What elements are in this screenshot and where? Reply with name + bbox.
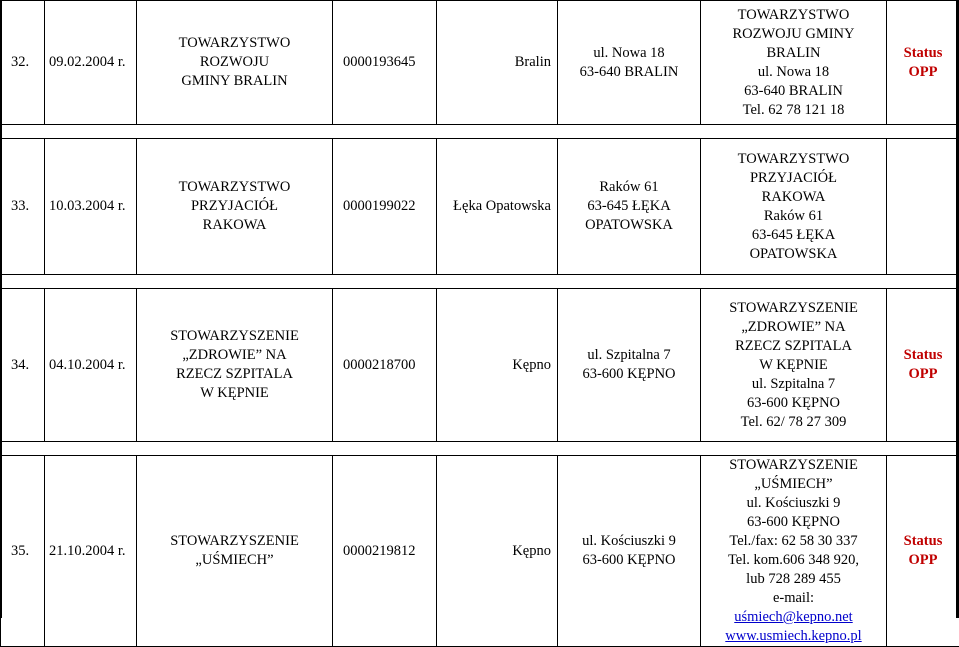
name-line: W KĘPNIE — [137, 384, 332, 403]
address-line: 63-640 BRALIN — [558, 63, 700, 82]
address — [558, 289, 701, 442]
name-line: „ZDROWIE” NA — [137, 346, 332, 365]
address-line: 63-600 KĘPNO — [558, 365, 700, 384]
organization-name — [137, 139, 333, 275]
separator-cell — [1, 442, 45, 456]
contact-line: ul. Kościuszki 9 — [701, 494, 886, 513]
contact-line: Tel. 62 78 121 18 — [701, 101, 886, 120]
contact-line: RZECZ SZPITALA — [701, 337, 886, 356]
address-line: ul. Kościuszki 9 — [558, 532, 700, 551]
name-line: STOWARZYSZENIE — [137, 532, 332, 551]
status-line: Status — [887, 44, 959, 63]
name-line: TOWARZYSTWO — [137, 178, 332, 197]
row-separator — [1, 125, 959, 139]
address-line: OPATOWSKA — [558, 216, 700, 235]
name-line: STOWARZYSZENIE — [137, 327, 332, 346]
registration-date: 04.10.2004 r. — [45, 289, 137, 442]
krs-number: 0000199022 — [333, 139, 437, 275]
row-number: 33. — [1, 139, 45, 275]
krs-number: 0000218700 — [333, 289, 437, 442]
contact-details — [701, 1, 887, 125]
separator-cell — [137, 442, 333, 456]
separator-cell — [1, 125, 45, 139]
address — [558, 1, 701, 125]
separator-cell — [437, 125, 558, 139]
contact-line: TOWARZYSTWO — [701, 6, 886, 25]
row-separator — [1, 275, 959, 289]
contact-line: Raków 61 — [701, 207, 886, 226]
contact-line: Tel. kom.606 348 920, — [701, 551, 886, 570]
contact-line: ul. Nowa 18 — [701, 63, 886, 82]
city: Kępno — [437, 456, 558, 647]
address-line: ul. Nowa 18 — [558, 44, 700, 63]
row-number: 35. — [1, 456, 45, 647]
separator-cell — [45, 275, 137, 289]
contact-line: BRALIN — [701, 44, 886, 63]
status-line: OPP — [887, 365, 959, 384]
contact-line: TOWARZYSTWO — [701, 150, 886, 169]
separator-cell — [333, 125, 437, 139]
separator-cell — [137, 275, 333, 289]
city: Łęka Opatowska — [437, 139, 558, 275]
contact-line: „ZDROWIE” NA — [701, 318, 886, 337]
city: Kępno — [437, 289, 558, 442]
name-line: GMINY BRALIN — [137, 72, 332, 91]
krs-number: 0000219812 — [333, 456, 437, 647]
separator-cell — [1, 275, 45, 289]
name-line: PRZYJACIÓŁ — [137, 197, 332, 216]
address-line: Raków 61 — [558, 178, 700, 197]
separator-cell — [558, 442, 701, 456]
organization-name — [137, 1, 333, 125]
status-line: OPP — [887, 63, 959, 82]
contact-line: 63-600 KĘPNO — [701, 394, 886, 413]
address-line: 63-645 ŁĘKA — [558, 197, 700, 216]
contact-line: PRZYJACIÓŁ — [701, 169, 886, 188]
contact-line: ROZWOJU GMINY — [701, 25, 886, 44]
contact-line: 63-645 ŁĘKA — [701, 226, 886, 245]
separator-cell — [701, 275, 887, 289]
table-row — [1, 139, 959, 275]
separator-cell — [137, 125, 333, 139]
separator-cell — [887, 125, 959, 139]
separator-cell — [437, 442, 558, 456]
contact-line: Tel./fax: 62 58 30 337 — [701, 532, 886, 551]
separator-cell — [701, 125, 887, 139]
status-badge — [887, 1, 959, 125]
contact-line: e-mail: — [701, 589, 886, 608]
contact-line: Tel. 62/ 78 27 309 — [701, 413, 886, 432]
name-line: TOWARZYSTWO — [137, 34, 332, 53]
row-number: 32. — [1, 1, 45, 125]
separator-cell — [701, 442, 887, 456]
address-line: ul. Szpitalna 7 — [558, 346, 700, 365]
contact-line: W KĘPNIE — [701, 356, 886, 375]
status-line: Status — [887, 532, 959, 551]
krs-number: 0000193645 — [333, 1, 437, 125]
contact-line: lub 728 289 455 — [701, 570, 886, 589]
email-link[interactable]: uśmiech@kepno.net — [701, 608, 886, 627]
status-line: Status — [887, 346, 959, 365]
separator-cell — [558, 125, 701, 139]
status-badge — [887, 139, 959, 275]
website-link[interactable]: www.usmiech.kepno.pl — [701, 627, 886, 646]
table-row — [1, 1, 959, 125]
contact-line: OPATOWSKA — [701, 245, 886, 264]
contact-line: 63-640 BRALIN — [701, 82, 886, 101]
separator-cell — [558, 275, 701, 289]
separator-cell — [887, 442, 959, 456]
contact-line: 63-600 KĘPNO — [701, 513, 886, 532]
city: Bralin — [437, 1, 558, 125]
separator-cell — [45, 125, 137, 139]
address — [558, 139, 701, 275]
separator-cell — [887, 275, 959, 289]
name-line: ROZWOJU — [137, 53, 332, 72]
registration-date: 09.02.2004 r. — [45, 1, 137, 125]
status-badge — [887, 289, 959, 442]
separator-cell — [45, 442, 137, 456]
contact-line: „UŚMIECH” — [701, 475, 886, 494]
contact-details — [701, 289, 887, 442]
registration-date: 10.03.2004 r. — [45, 139, 137, 275]
contact-line: STOWARZYSZENIE — [701, 299, 886, 318]
registration-date: 21.10.2004 r. — [45, 456, 137, 647]
separator-cell — [333, 275, 437, 289]
separator-cell — [333, 442, 437, 456]
row-number: 34. — [1, 289, 45, 442]
organization-name — [137, 289, 333, 442]
status-line: OPP — [887, 551, 959, 570]
separator-cell — [437, 275, 558, 289]
name-line: „UŚMIECH” — [137, 551, 332, 570]
contact-details — [701, 139, 887, 275]
contact-line: ul. Szpitalna 7 — [701, 375, 886, 394]
row-separator — [1, 442, 959, 456]
contact-line: RAKOWA — [701, 188, 886, 207]
contact-line: STOWARZYSZENIE — [701, 456, 886, 475]
name-line: RAKOWA — [137, 216, 332, 235]
table-row — [1, 289, 959, 442]
name-line: RZECZ SZPITALA — [137, 365, 332, 384]
address-line: 63-600 KĘPNO — [558, 551, 700, 570]
